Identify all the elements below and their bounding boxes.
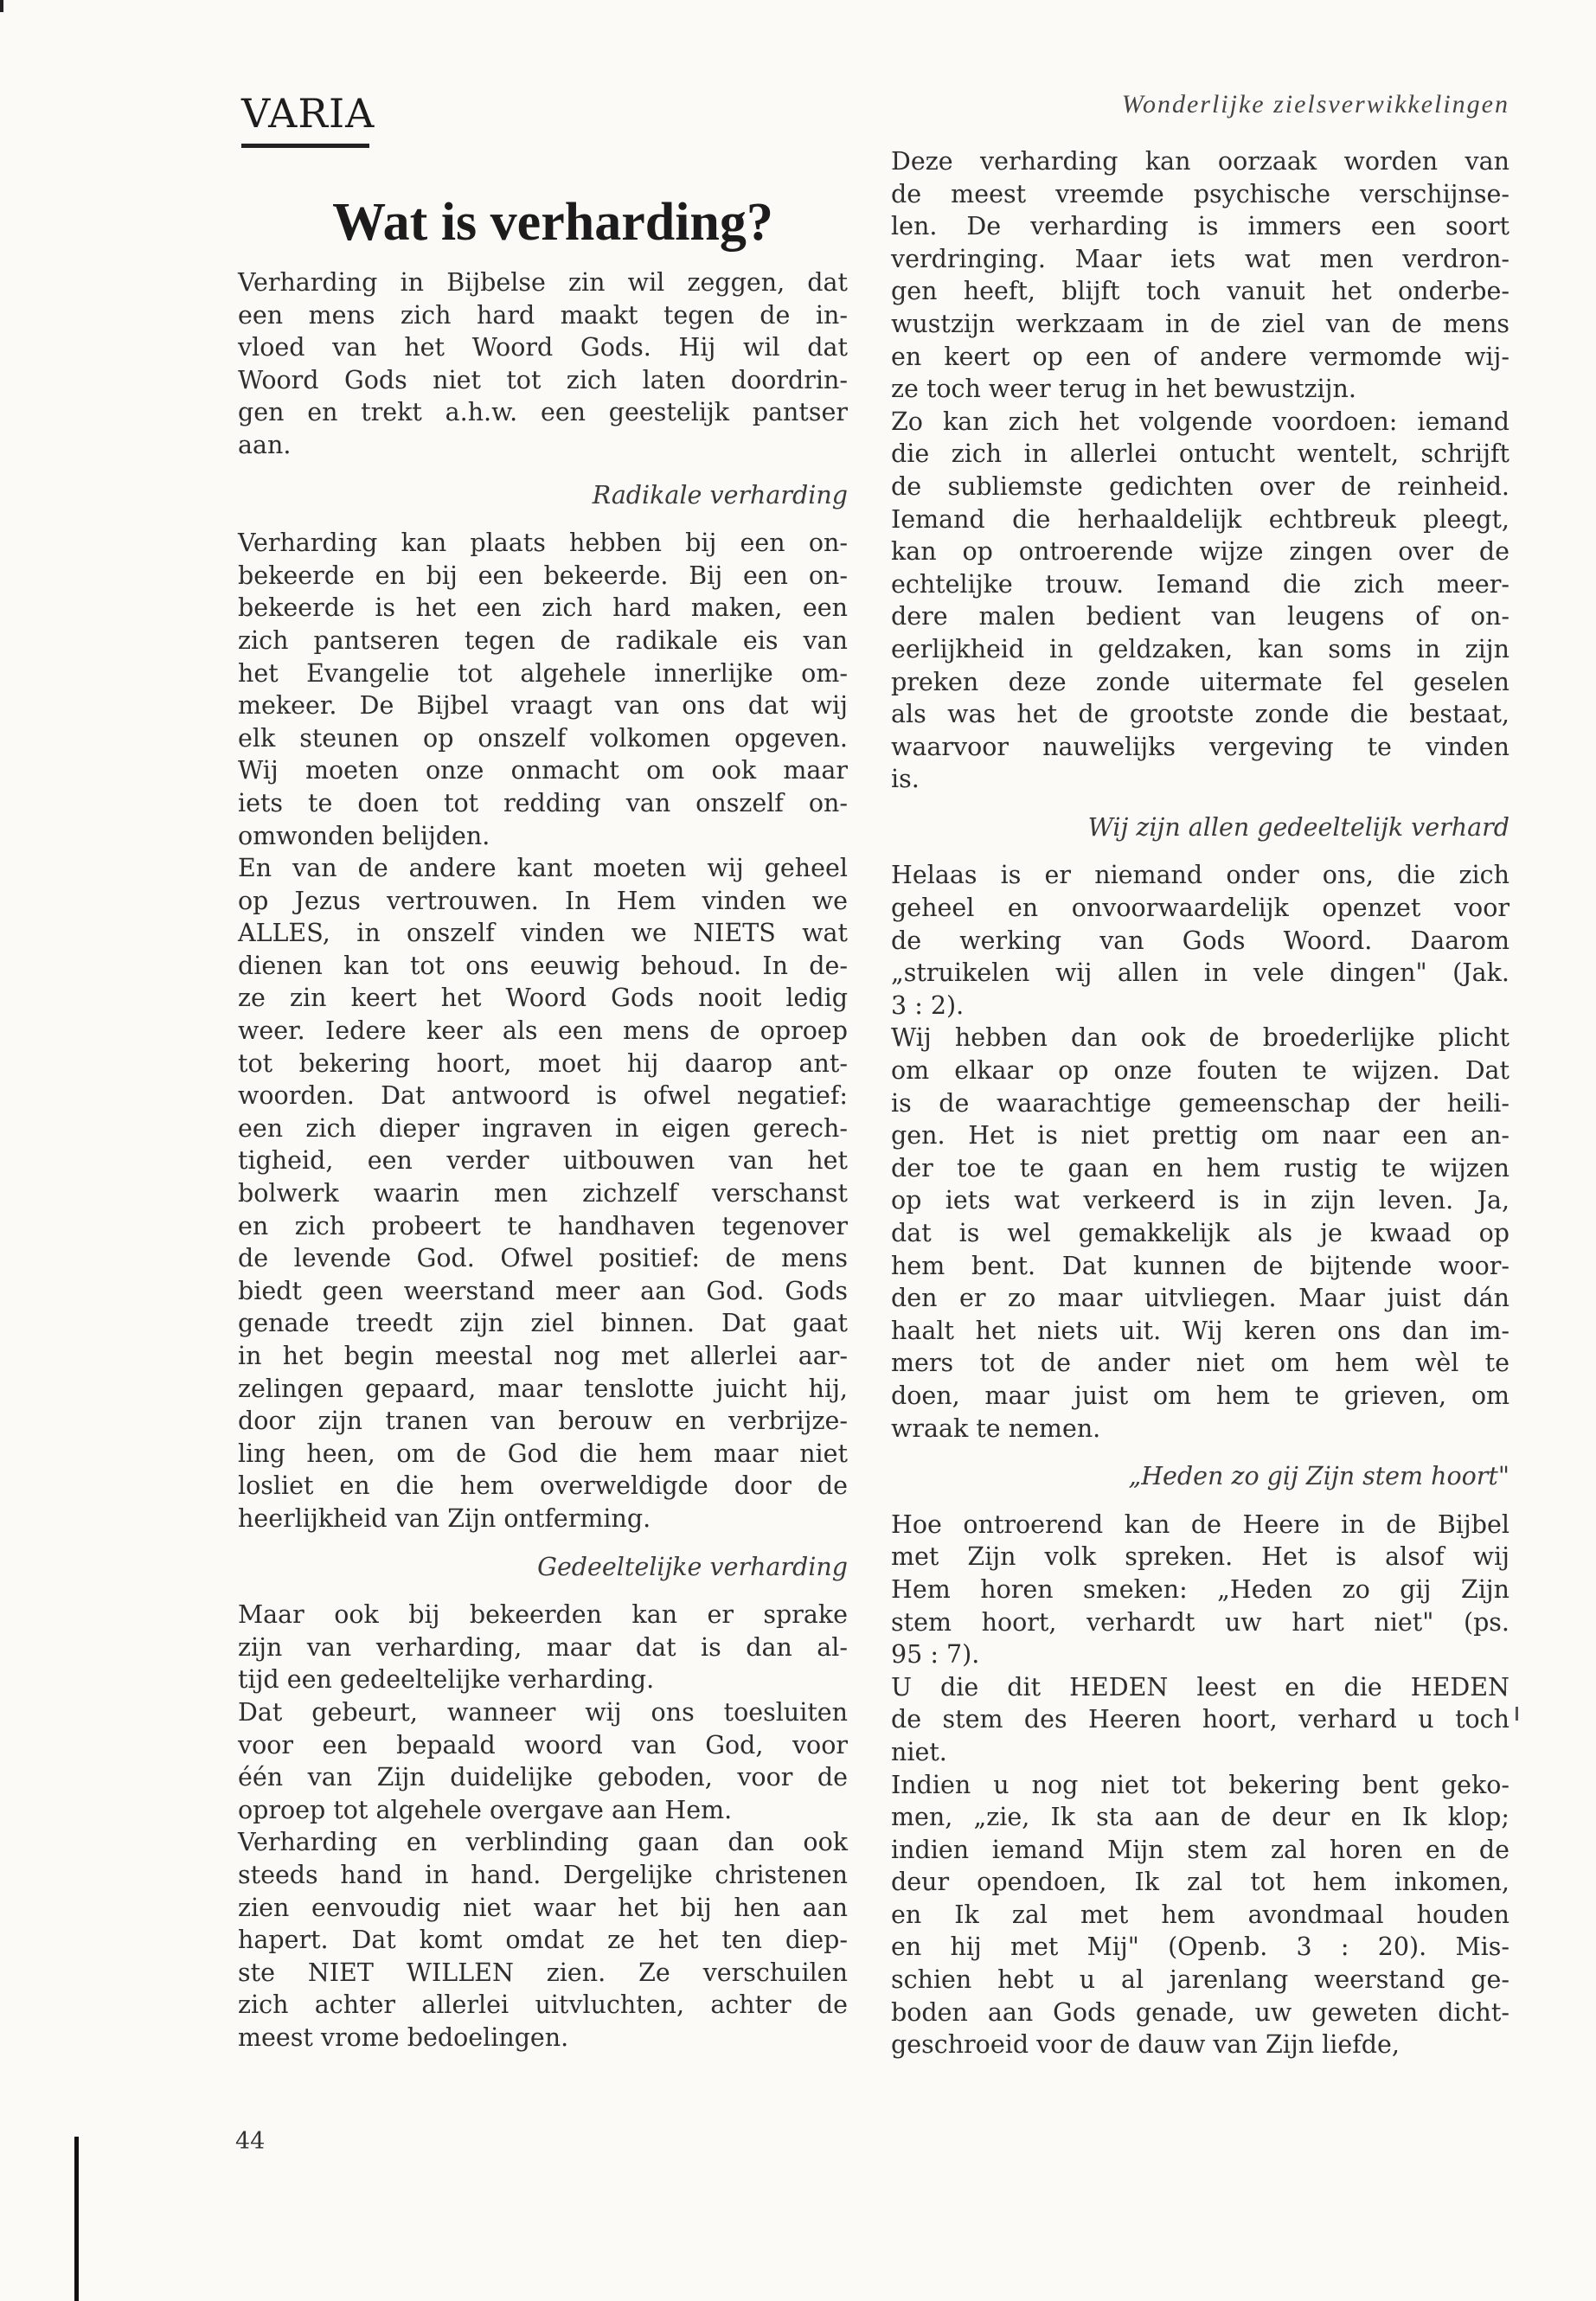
text-line: in het begin meestal nog met allerlei aar- — [238, 1342, 848, 1370]
text-line: zich pantseren tegen de radikale eis van — [238, 625, 848, 655]
subhead-wij-zijn-allen: Wij zijn allen gedeeltelijk verhard — [1087, 812, 1509, 842]
text-line: op iets wat verkeerd is in zijn leven. Ja, — [891, 1186, 1509, 1215]
text-line: gen heeft, blijft toch vanuit het onderbe- — [891, 277, 1509, 306]
text-line: wustzijn werkzaam in de ziel van de mens — [891, 309, 1509, 338]
text-line: kan op ontroerende wijze zingen over de — [891, 537, 1509, 567]
text-line: „struikelen wij allen in vele dingen" (Jak. — [891, 958, 1509, 988]
paragraph-right-5 — [891, 1509, 1509, 1671]
text-line: tijd een gedeeltelijke verharding. — [238, 1665, 655, 1695]
text-line: Wij moeten onze onmacht om ook maar — [238, 756, 848, 785]
text-line: bekeerde en bij een bekeerde. Bij een on- — [238, 561, 848, 590]
text-line: Dat gebeurt, wanneer wij ons toesluiten — [238, 1697, 848, 1727]
text-line: Indien u nog niet tot bekering bent geko- — [891, 1770, 1509, 1799]
text-line: bekeerde is het een zich hard maken, een — [238, 593, 848, 623]
text-line: de werking van Gods Woord. Daarom — [891, 926, 1509, 955]
margin-tick-mark — [1516, 1707, 1518, 1721]
text-line: schien hebt u al jarenlang weerstand ge- — [891, 1965, 1509, 1995]
text-line: zien eenvoudig niet waar het bij hen aan — [238, 1893, 848, 1922]
text-line: ste NIET WILLEN zien. Ze verschuilen — [238, 1958, 848, 1987]
text-line: gen en trekt a.h.w. een geestelijk pantser — [238, 398, 848, 427]
text-line: elk steunen op onszelf volkomen opgeven. — [238, 723, 848, 753]
text-line: die zich in allerlei ontucht wentelt, schrijft — [891, 439, 1509, 469]
scan-edge-mark — [0, 0, 3, 12]
text-line: men, „zie, Ik sta aan de deur en Ik klop; — [891, 1803, 1509, 1832]
section-rule — [241, 144, 369, 148]
binding-edge-mark — [74, 2137, 79, 2301]
text-line: biedt geen weerstand meer aan God. Gods — [238, 1276, 848, 1305]
subhead-gedeeltelijke-verharding: Gedeeltelijke verharding — [537, 1552, 848, 1581]
text-line: mekeer. De Bijbel vraagt van ons dat wij — [238, 691, 848, 721]
text-line: zelingen gepaard, maar tenslotte juicht hij, — [238, 1374, 848, 1403]
text-line: Verharding in Bijbelse zin wil zeggen, dat — [238, 268, 848, 297]
text-line: Woord Gods niet tot zich laten doordrin- — [238, 365, 848, 394]
text-line: verdringing. Maar iets wat men verdron- — [891, 244, 1509, 273]
text-line: waarvoor nauwelijks vergeving te vinden — [891, 732, 1509, 761]
text-line: de meest vreemde psychische verschijnse- — [891, 179, 1509, 208]
text-line: indien iemand Mijn stem zal horen en de — [891, 1835, 1509, 1864]
text-line: een mens zich hard maakt tegen de in- — [238, 300, 848, 330]
paragraph-partial-2 — [238, 1696, 848, 1826]
text-line: preken deze zonde uitermate fel geselen — [891, 667, 1509, 696]
paragraph-intro — [238, 266, 848, 462]
text-line: hem bent. Dat kunnen de bijtende woor- — [891, 1251, 1509, 1280]
text-line: niet. — [891, 1737, 947, 1766]
text-line: vloed van het Woord Gods. Hij wil dat — [238, 333, 848, 362]
text-line: één van Zijn duidelijke geboden, voor de — [238, 1763, 848, 1792]
text-line: iets te doen tot redding van onszelf on- — [238, 788, 848, 817]
text-line: Deze verharding kan oorzaak worden van — [891, 147, 1509, 176]
section-label: VARIA — [241, 90, 375, 137]
paragraph-radical-2 — [238, 852, 848, 1535]
text-line: zich achter allerlei uitvluchten, achter de — [238, 1990, 848, 2020]
text-line: deur opendoen, Ik zal tot hem inkomen, — [891, 1868, 1509, 1897]
right-column — [891, 145, 1509, 2061]
text-line: ze zin keert het Woord Gods nooit ledig — [238, 984, 848, 1013]
text-line: met Zijn volk spreken. Het is alsof wij — [891, 1542, 1509, 1572]
text-line: dere malen bedient van leugens of on- — [891, 602, 1509, 631]
text-line: gen. Het is niet prettig om naar een an- — [891, 1121, 1509, 1150]
left-column — [238, 266, 848, 2054]
text-line: Verharding kan plaats hebben bij een on- — [238, 529, 848, 558]
text-line: bolwerk waarin men zichzelf verschanst — [238, 1179, 848, 1208]
text-line: echtelijke trouw. Iemand die zich meer- — [891, 569, 1509, 599]
text-line: len. De verharding is immers een soort — [891, 212, 1509, 241]
text-line: aan. — [238, 430, 292, 459]
text-line: genade treedt zijn ziel binnen. Dat gaat — [238, 1309, 848, 1338]
text-line: tigheid, een verder uitbouwen van het — [238, 1146, 848, 1176]
text-line: 3 : 2). — [891, 990, 965, 1020]
text-line: Hem horen smeken: „Heden zo gij Zijn — [891, 1574, 1509, 1604]
text-line: de levende God. Ofwel positief: de mens — [238, 1244, 848, 1273]
text-line: Wij hebben dan ook de broederlijke plicht — [891, 1023, 1509, 1053]
text-line: ze toch weer terug in het bewustzijn. — [891, 375, 1356, 404]
paragraph-right-1 — [891, 145, 1509, 406]
text-line: den er zo maar uitvliegen. Maar juist dán — [891, 1284, 1509, 1313]
text-line: steeds hand in hand. Dergelijke christenen — [238, 1860, 848, 1889]
text-line: op Jezus vertrouwen. In Hem vinden we — [238, 886, 848, 915]
text-line: als was het de grootste zonde die bestaat, — [891, 700, 1509, 729]
text-line: hapert. Dat komt omdat ze het ten diep- — [238, 1926, 848, 1955]
text-line: oproep tot algehele overgave aan Hem. — [238, 1795, 733, 1824]
text-line: en hij met Mij" (Openb. 3 : 20). Mis- — [891, 1932, 1509, 1962]
paragraph-radical-1 — [238, 527, 848, 852]
text-line: mers tot de ander niet om hem wèl te — [891, 1349, 1509, 1378]
text-line: om elkaar op onze fouten te wijzen. Dat — [891, 1056, 1509, 1086]
text-line: U die dit HEDEN leest en die HEDEN — [891, 1672, 1509, 1702]
paragraph-right-3 — [891, 859, 1509, 1022]
text-line: Verharding en verblinding gaan dan ook — [238, 1828, 848, 1857]
text-line: zijn van verharding, maar dat is dan al- — [238, 1632, 848, 1662]
text-line: dat is wel gemakkelijk als je kwaad op — [891, 1219, 1509, 1247]
text-line: heerlijkheid van Zijn ontferming. — [238, 1503, 651, 1533]
text-line: omwonden belijden. — [238, 821, 490, 850]
article-title: Wat is verharding? — [332, 193, 773, 252]
text-line: Helaas is er niemand onder ons, die zich — [891, 861, 1509, 890]
text-line: een zich dieper ingraven in eigen gerech- — [238, 1113, 848, 1143]
text-line: doen, maar juist om hem te grieven, om — [891, 1381, 1509, 1410]
text-line: en keert op een of andere vermomde wij- — [891, 342, 1509, 371]
text-line: het Evangelie tot algehele innerlijke om- — [238, 658, 848, 688]
text-line: geheel en onvoorwaardelijk openzet voor — [891, 894, 1509, 923]
text-line: voor een bepaald woord van God, voor — [238, 1730, 848, 1759]
text-line: ling heen, om de God die hem maar niet — [238, 1439, 848, 1468]
running-head: Wonderlijke zielsverwikkelingen — [1121, 90, 1509, 119]
text-line: 95 : 7). — [891, 1640, 980, 1670]
text-line: geschroeid voor de dauw van Zijn liefde, — [891, 2030, 1400, 2060]
paragraph-right-4 — [891, 1022, 1509, 1445]
text-line: Iemand die herhaaldelijk echtbreuk pleegt, — [891, 504, 1509, 534]
text-line: door zijn tranen van berouw en verbrijze- — [238, 1407, 848, 1436]
text-line: meest vrome bedoelingen. — [238, 2022, 569, 2052]
text-line: de subliemste gedichten over de reinheid. — [891, 471, 1509, 501]
text-line: ALLES, in onszelf vinden we NIETS wat — [238, 919, 848, 948]
text-line: en zich probeert te handhaven tegenover — [238, 1211, 848, 1240]
text-line: Maar ook bij bekeerden kan er sprake — [238, 1600, 848, 1630]
paragraph-right-6 — [891, 1671, 1509, 1769]
page-number: 44 — [235, 2128, 266, 2155]
paragraph-right-7 — [891, 1769, 1509, 2061]
text-line: wraak te nemen. — [891, 1413, 1101, 1443]
text-line: de stem des Heeren hoort, verhard u toch — [891, 1705, 1509, 1734]
text-line: dienen kan tot ons eeuwig behoud. In de- — [238, 951, 848, 980]
text-line: en Ik zal met hem avondmaal houden — [891, 1900, 1509, 1929]
text-line: losliet en die hem overweldigde door de — [238, 1471, 848, 1501]
text-line: weer. Iedere keer als een mens de oproep — [238, 1016, 848, 1046]
paragraph-partial-3 — [238, 1826, 848, 2054]
text-line: woorden. Dat antwoord is ofwel negatief: — [238, 1081, 848, 1111]
text-line: tot bekering hoort, moet hij daarop ant- — [238, 1048, 848, 1078]
text-line: haalt het niets uit. Wij keren ons dan im- — [891, 1316, 1509, 1345]
text-line: Hoe ontroerend kan de Heere in de Bijbel — [891, 1509, 1509, 1539]
text-line: Zo kan zich het volgende voordoen: iemand — [891, 407, 1509, 436]
text-line: is de waarachtige gemeenschap der heili- — [891, 1088, 1509, 1118]
text-line: stem hoort, verhardt uw hart niet" (ps. — [891, 1607, 1509, 1637]
paragraph-right-2 — [891, 406, 1509, 796]
text-line: is. — [891, 765, 920, 794]
paragraph-partial-1 — [238, 1599, 848, 1696]
subhead-heden: „Heden zo gij Zijn stem hoort" — [1128, 1462, 1509, 1491]
text-line: eerlijkheid in geldzaken, kan soms in zijn — [891, 634, 1509, 663]
text-line: boden aan Gods genade, uw geweten dicht- — [891, 1997, 1509, 2027]
text-line: der toe te gaan en hem rustig te wijzen — [891, 1153, 1509, 1183]
text-line: En van de andere kant moeten wij geheel — [238, 854, 848, 883]
subhead-radikale-verharding: Radikale verharding — [592, 480, 848, 510]
